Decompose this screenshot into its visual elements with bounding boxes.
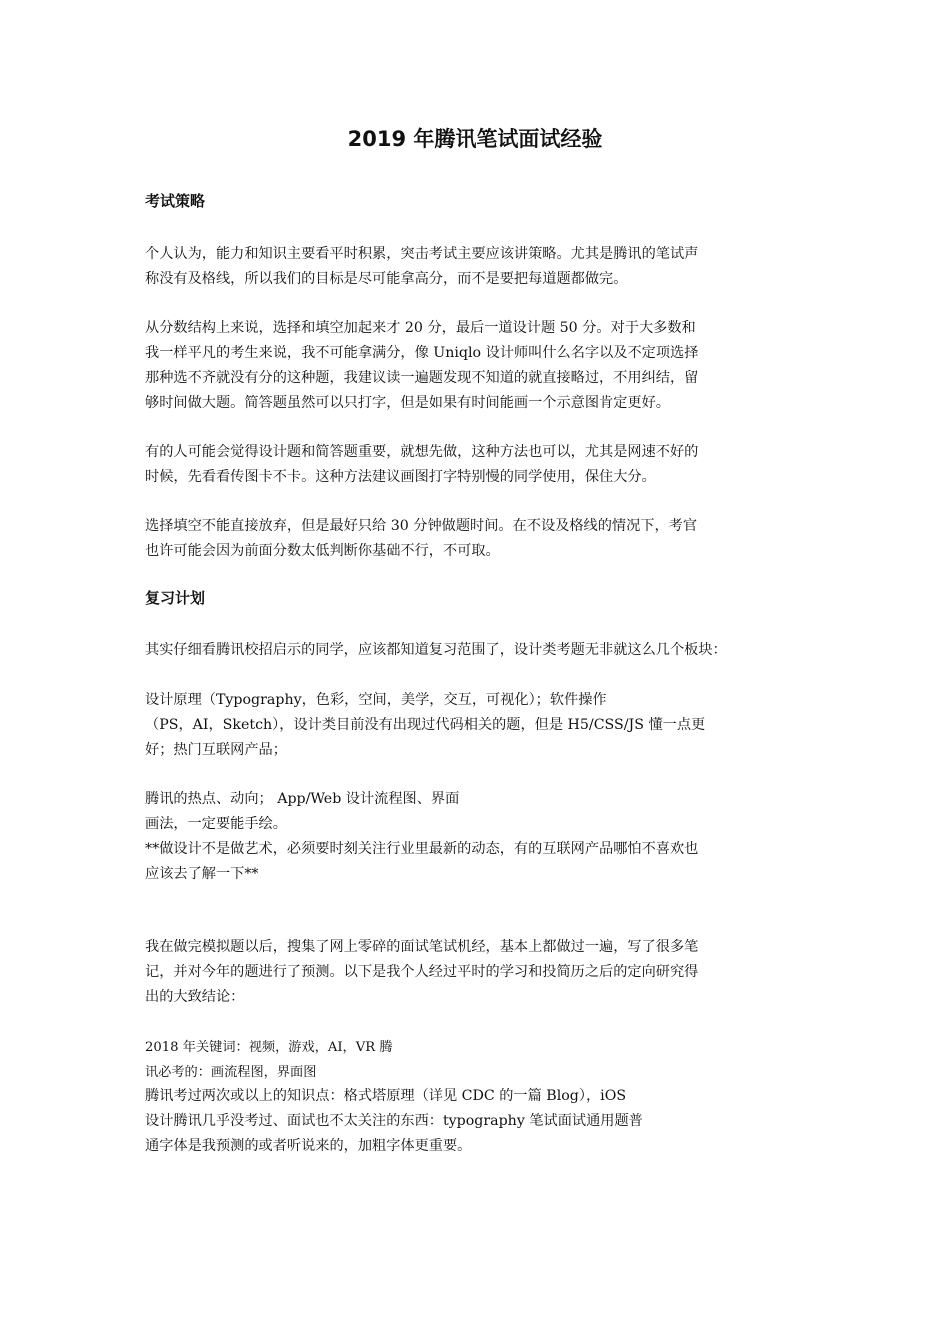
paragraph <box>145 935 810 1010</box>
paragraph <box>145 688 810 763</box>
text-line: 出的大致结论： <box>145 989 245 1005</box>
paragraph <box>145 638 810 663</box>
text-line: 2018 年关键词：视频，游戏，AI，VR 腾 <box>145 1040 393 1055</box>
section-heading-exam-strategy: 考试策略 <box>145 192 206 210</box>
text-line: 有的人可能会觉得设计题和简答题重要，就想先做，这种方法也可以，尤其是网速不好的 <box>145 444 699 460</box>
text-line: 腾讯考过两次或以上的知识点：格式塔原理（详见 CDC 的一篇 Blog），iOS <box>145 1088 627 1104</box>
document-title: 2019 年腾讯笔试面试经验 <box>347 127 603 151</box>
paragraph <box>145 1084 810 1159</box>
text-line: 腾讯的热点、动向； App/Web 设计流程图、界面 <box>145 791 460 807</box>
text-line: **做设计不是做艺术，必须要时刻关注行业里最新的动态，有的互联网产品哪怕不喜欢也 <box>145 841 699 857</box>
paragraph <box>145 242 810 292</box>
text-line: 设计腾讯几乎没考过、面试也不太关注的东西：typography 笔试面试通用题普 <box>145 1113 643 1129</box>
text-line: 也许可能会因为前面分数太低判断你基础不行，不可取。 <box>145 543 500 559</box>
text-line: 其实仔细看腾讯校招启示的同学，应该都知道复习范围了，设计类考题无非就这么几个板块： <box>145 642 727 658</box>
paragraph <box>145 440 810 490</box>
paragraph <box>145 1035 810 1085</box>
text-line: 记，并对今年的题进行了预测。以下是我个人经过平时的学习和投简历之后的定向研究得 <box>145 964 699 980</box>
text-line: 画法，一定要能手绘。 <box>145 816 287 832</box>
text-line: 选择填空不能直接放弃，但是最好只给 30 分钟做题时间。在不设及格线的情况下，考官 <box>145 518 698 534</box>
text-line: 好；热门互联网产品； <box>145 742 287 758</box>
text-line: 从分数结构上来说，选择和填空加起来才 20 分，最后一道设计题 50 分。对于大多数和 <box>145 320 696 336</box>
text-line: 讯必考的：画流程图，界面图 <box>145 1065 317 1080</box>
text-line: 那种选不齐就没有分的这种题，我建议读一遍题发现不知道的就直接略过，不用纠结，留 <box>145 370 699 386</box>
text-line: 通字体是我预测的或者听说来的，加粗字体更重要。 <box>145 1138 472 1154</box>
text-line: （PS，AI，Sketch），设计类目前没有出现过代码相关的题，但是 H5/CSS/JS 懂一点更 <box>145 717 706 733</box>
paragraph <box>145 316 810 416</box>
paragraph <box>145 787 810 887</box>
text-line: 个人认为，能力和知识主要看平时积累，突击考试主要应该讲策略。尤其是腾讯的笔试声 <box>145 246 699 262</box>
text-line: 我在做完模拟题以后，搜集了网上零碎的面试笔试机经，基本上都做过一遍，写了很多笔 <box>145 939 699 955</box>
section-heading-review-plan: 复习计划 <box>145 589 206 607</box>
text-line: 应该去了解一下** <box>145 866 259 882</box>
text-line: 称没有及格线，所以我们的目标是尽可能拿高分，而不是要把每道题都做完。 <box>145 271 628 287</box>
text-line: 时候，先看看传图卡不卡。这种方法建议画图打字特别慢的同学使用，保住大分。 <box>145 469 656 485</box>
text-line: 我一样平凡的考生来说，我不可能拿满分，像 Uniqlo 设计师叫什么名字以及不定项选择 <box>145 345 699 361</box>
text-line: 够时间做大题。简答题虽然可以只打字，但是如果有时间能画一个示意图肯定更好。 <box>145 395 670 411</box>
text-line: 设计原理（Typography，色彩，空间，美学，交互，可视化）；软件操作 <box>145 692 607 708</box>
paragraph <box>145 514 810 564</box>
